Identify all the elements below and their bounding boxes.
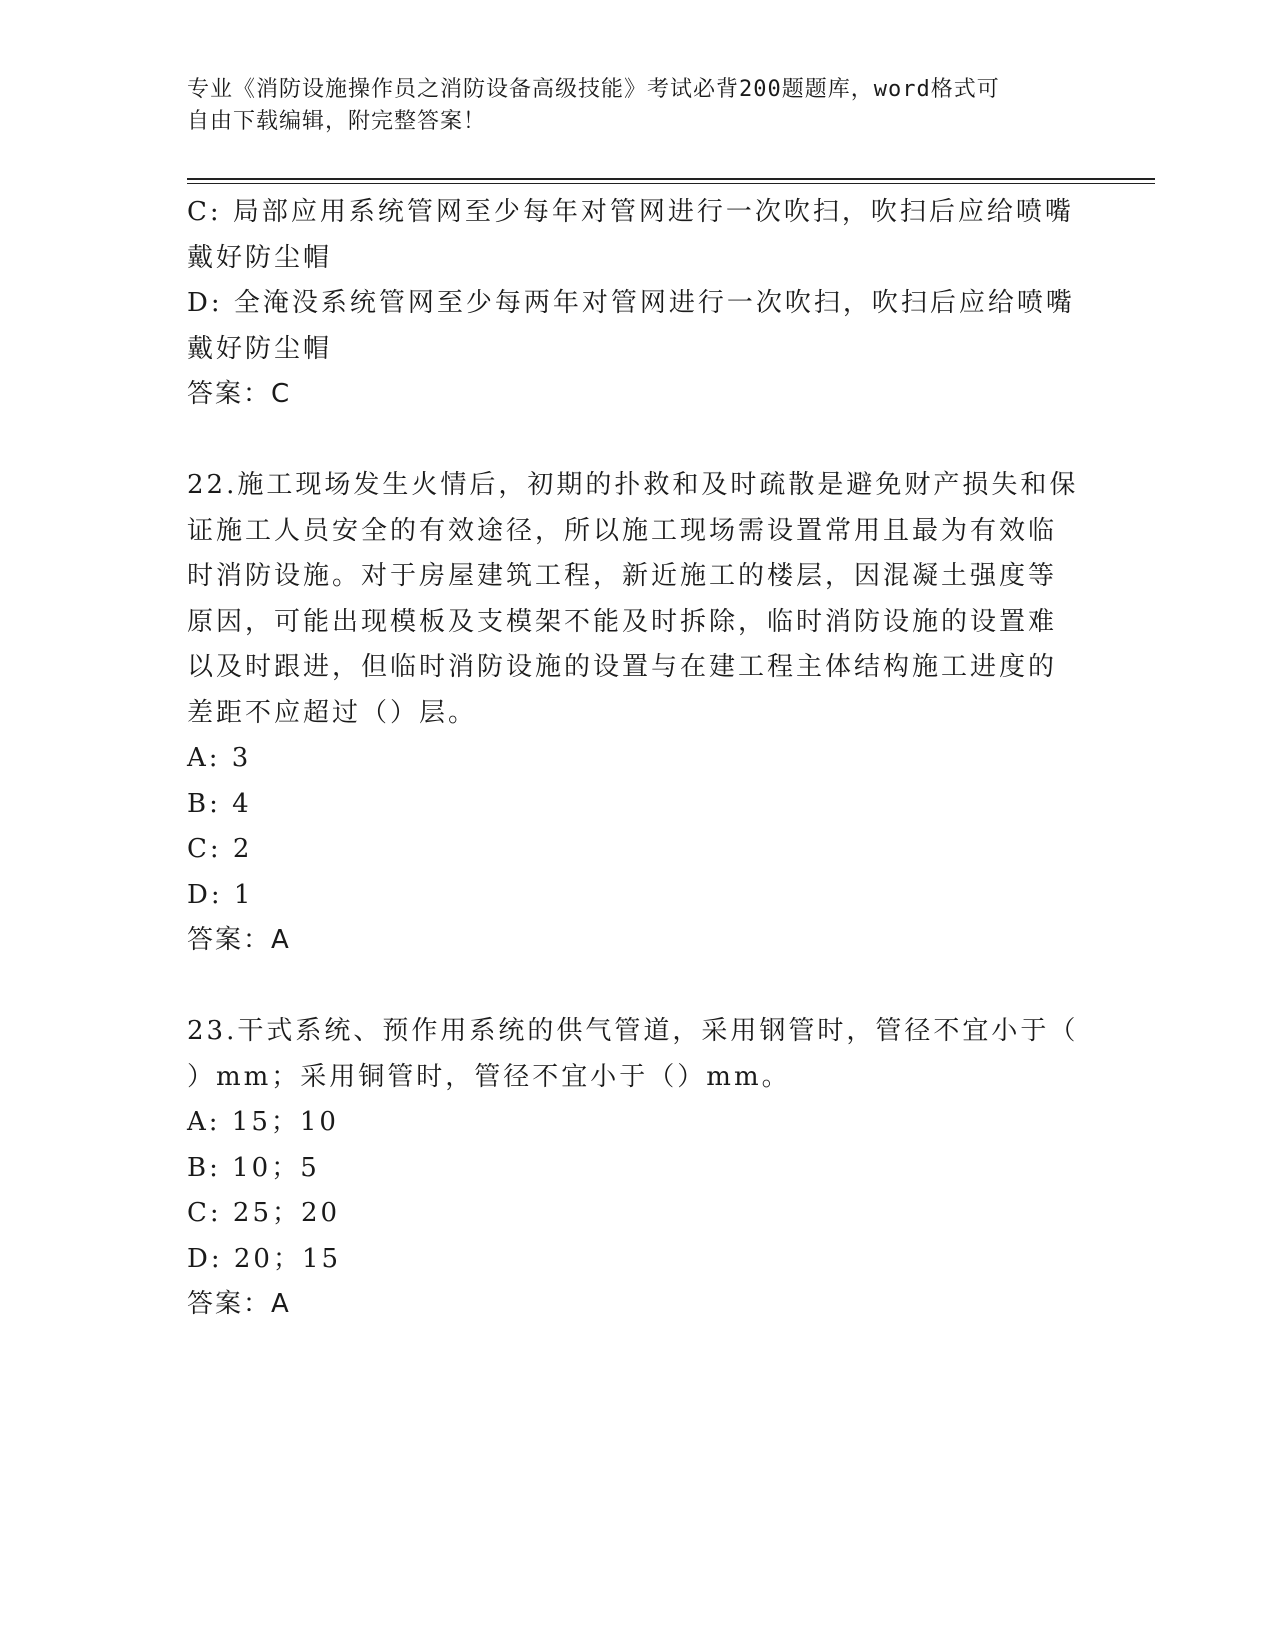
question-21-continued	[187, 190, 1087, 418]
option-c-line-1: C: 局部应用系统管网至少每年对管网进行一次吹扫，吹扫后应给喷嘴	[187, 197, 1074, 227]
question-22-option-a: A: 3	[187, 743, 252, 773]
answer-23: 答案：A	[187, 1289, 291, 1319]
question-22-line-5: 以及时跟进，但临时消防设施的设置与在建工程主体结构施工进度的	[187, 652, 1058, 682]
document-body	[187, 190, 1087, 1328]
header-divider	[187, 178, 1155, 184]
question-22-line-6: 差距不应超过（）层。	[187, 697, 478, 728]
question-23-line-2: ）mm；采用铜管时，管径不宜小于（）mm。	[187, 1061, 791, 1092]
answer-21: 答案：C	[187, 379, 292, 409]
question-22-option-d: D: 1	[187, 879, 254, 910]
spacer	[187, 964, 1087, 1010]
option-d-line-2: 戴好防尘帽	[187, 333, 333, 364]
question-22-line-1: 22.施工现场发生火情后，初期的扑救和及时疏散是避免财产损失和保	[187, 470, 1079, 500]
spacer	[187, 418, 1087, 464]
question-23-option-d: D: 20；15	[187, 1243, 342, 1274]
option-d-line-1: D: 全淹没系统管网至少每两年对管网进行一次吹扫，吹扫后应给喷嘴	[187, 288, 1075, 318]
question-22-option-c: C: 2	[187, 834, 253, 864]
question-23	[187, 1009, 1087, 1328]
question-23-option-c: C: 25；20	[187, 1198, 341, 1228]
question-22-option-b: B: 4	[187, 788, 252, 819]
header-line-2: 自由下载编辑，附完整答案！	[187, 109, 487, 134]
option-c-line-2: 戴好防尘帽	[187, 242, 333, 273]
question-23-option-a: A: 15；10	[187, 1107, 339, 1137]
question-22-line-2: 证施工人员安全的有效途径，所以施工现场需设置常用且最为有效临	[187, 515, 1058, 546]
header-line-1: 专业《消防设施操作员之消防设备高级技能》考试必背200题题库，word格式可	[187, 77, 1000, 102]
answer-22: 答案：A	[187, 925, 291, 955]
question-23-line-1: 23.干式系统、预作用系统的供气管道，采用钢管时，管径不宜小于（	[187, 1016, 1079, 1046]
question-22	[187, 463, 1087, 964]
question-23-option-b: B: 10；5	[187, 1152, 320, 1183]
page-header	[187, 74, 1067, 138]
question-22-line-3: 时消防设施。对于房屋建筑工程，新近施工的楼层，因混凝土强度等	[187, 561, 1058, 591]
question-22-line-4: 原因，可能出现模板及支模架不能及时拆除，临时消防设施的设置难	[187, 606, 1058, 637]
